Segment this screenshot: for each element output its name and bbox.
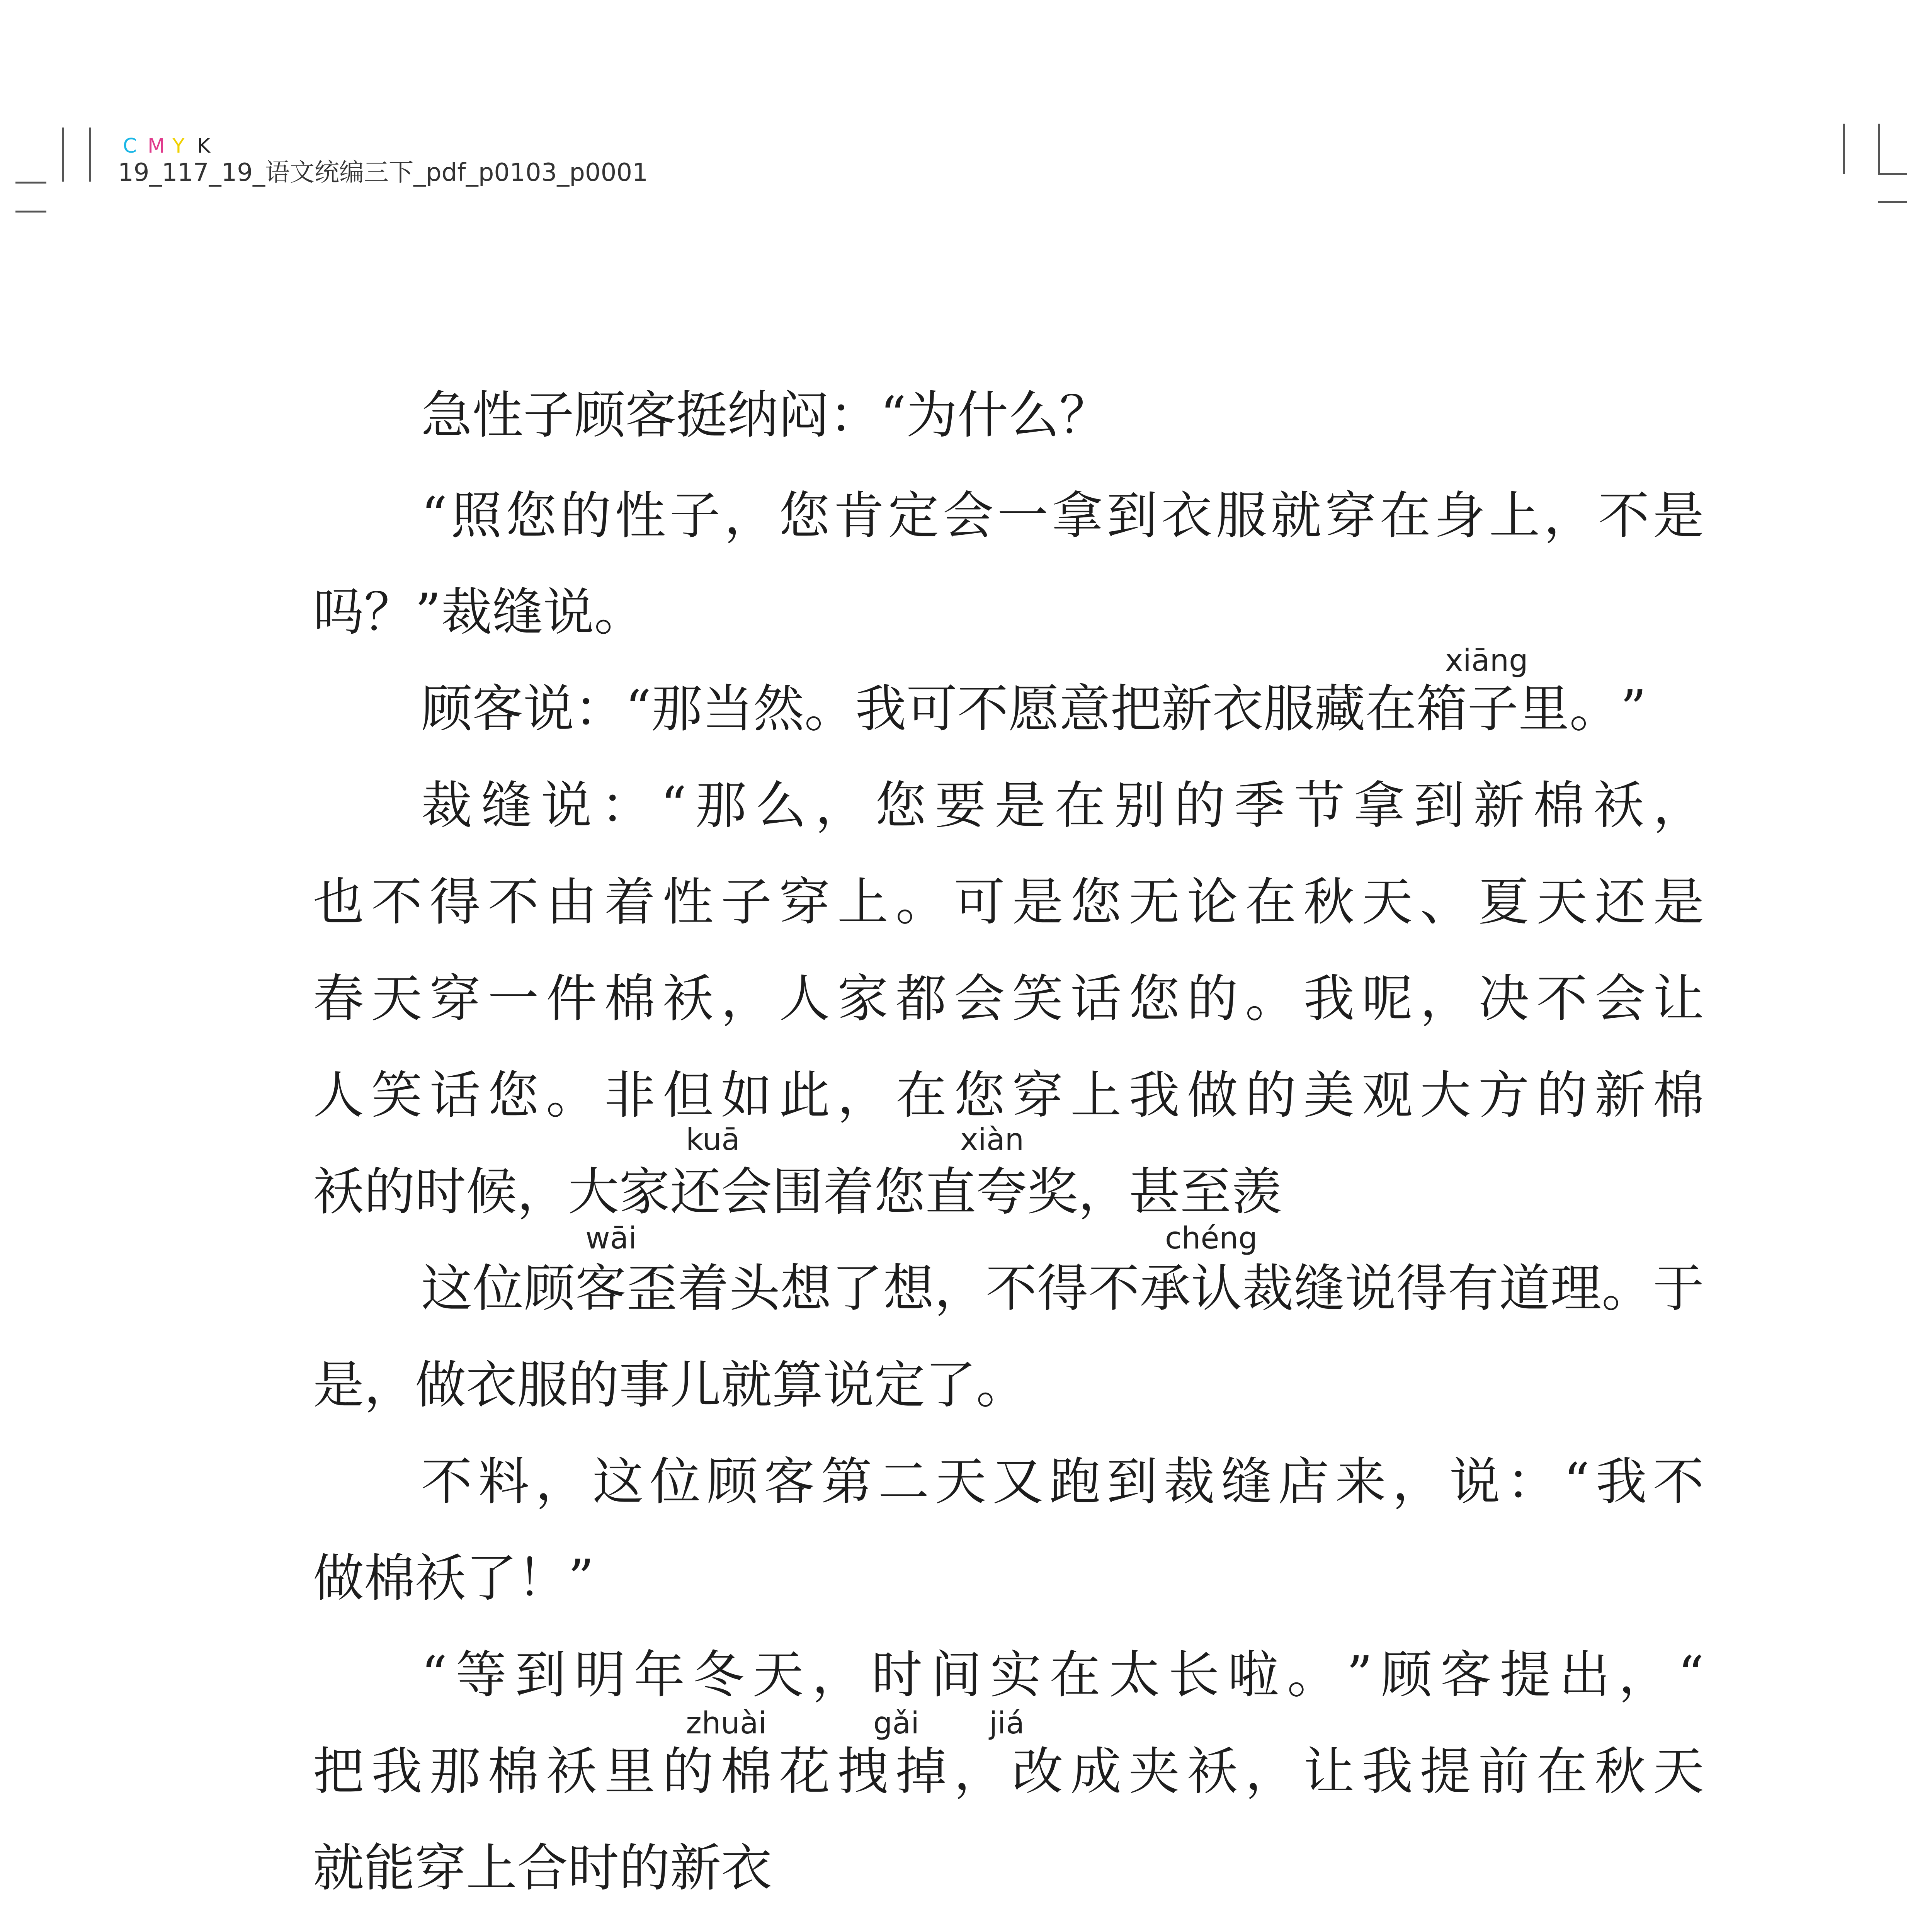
cmyk-m: M [148, 134, 170, 158]
cmyk-c: C [123, 134, 142, 158]
text-line: 春 天 穿 一 件 棉 袄 ， 人 家 都 会 笑 话 您 的 。 我 呢 ， 决 不 会 让 [313, 969, 1704, 1029]
crop-mark-tr-v [1843, 124, 1845, 174]
crop-mark-tl-h2 [15, 211, 46, 213]
text-line: 袄 的 时 候 ， 大 家 还 会 围 着 您 直 夸 奖 ， 甚 至 羡 [313, 1162, 1282, 1222]
pinyin-gai: gǎi [873, 1706, 919, 1741]
crop-mark-tr-h [1878, 173, 1907, 175]
text-line: 把 我 那 棉 袄 里 的 棉 花 拽 掉 ， 改 成 夹 袄 ， 让 我 提 前 在 秋 天 [313, 1742, 1704, 1801]
pinyin-jia: jiá [989, 1706, 1025, 1741]
cmyk-k: K [197, 134, 215, 158]
pinyin-cheng: chéng [1165, 1221, 1258, 1256]
pinyin-xian: xiàn [960, 1122, 1024, 1157]
text-line: “ 照 您 的 性 子 ， 您 肯 定 会 一 拿 到 衣 服 就 穿 在 身 上 ， 不 是 [421, 486, 1704, 546]
pinyin-kua: kuā [686, 1122, 740, 1157]
text-line: 也 不 得 不 由 着 性 子 穿 上 。 可 是 您 无 论 在 秋 天 、 夏 天 还 是 [313, 872, 1704, 932]
crop-mark-tr-h2 [1878, 201, 1907, 203]
text-line: 急 性 子 顾 客 挺 纳 闷 ： “ 为 什 么 ？ [421, 386, 1111, 445]
cmyk-y: Y [172, 134, 189, 158]
text-line: 人 笑 话 您 。 非 但 如 此 ， 在 您 穿 上 我 做 的 美 观 大 方 的 新 棉 [313, 1066, 1704, 1125]
pinyin-zhuai: zhuài [686, 1706, 767, 1741]
pinyin-xiang: xiāng [1445, 643, 1528, 678]
text-line: 就 能 穿 上 合 时 的 新 衣 [313, 1838, 772, 1898]
crop-mark-tl-v2 [89, 128, 91, 182]
text-line: “ 等 到 明 年 冬 天 ， 时 间 实 在 太 长 啦 。 ” 顾 客 提 出 ， “ [421, 1645, 1704, 1705]
text-line: 裁 缝 说 ： “ 那 么 ， 您 要 是 在 别 的 季 节 拿 到 新 棉 袄 ， [421, 776, 1704, 835]
text-line: 吗 ？ ” 裁 缝 说 。 [313, 583, 645, 642]
file-id: 19_117_19_语文统编三下_pdf_p0103_p0001 [118, 158, 648, 187]
text-line: 是 ， 做 衣 服 的 事 儿 就 算 说 定 了 。 [313, 1355, 1027, 1415]
text-line: 做 棉 袄 了 ！ ” [313, 1549, 594, 1608]
crop-mark-tl-v [62, 128, 64, 182]
crop-mark-tr-v2 [1878, 124, 1880, 174]
text-line: 顾 客 说 ： “ 那 当 然 。 我 可 不 愿 意 把 新 衣 服 藏 在 箱 子 里 。 ” [421, 679, 1646, 739]
text-line: 不 料 ， 这 位 顾 客 第 二 天 又 跑 到 裁 缝 店 来 ， 说 ： “ 我 不 [421, 1452, 1704, 1512]
text-line: 这 位 顾 客 歪 着 头 想 了 想 ， 不 得 不 承 认 裁 缝 说 得 有 道 理 。 于 [421, 1259, 1704, 1318]
pinyin-wai: wāi [585, 1221, 637, 1256]
crop-mark-tl-h [15, 182, 46, 184]
